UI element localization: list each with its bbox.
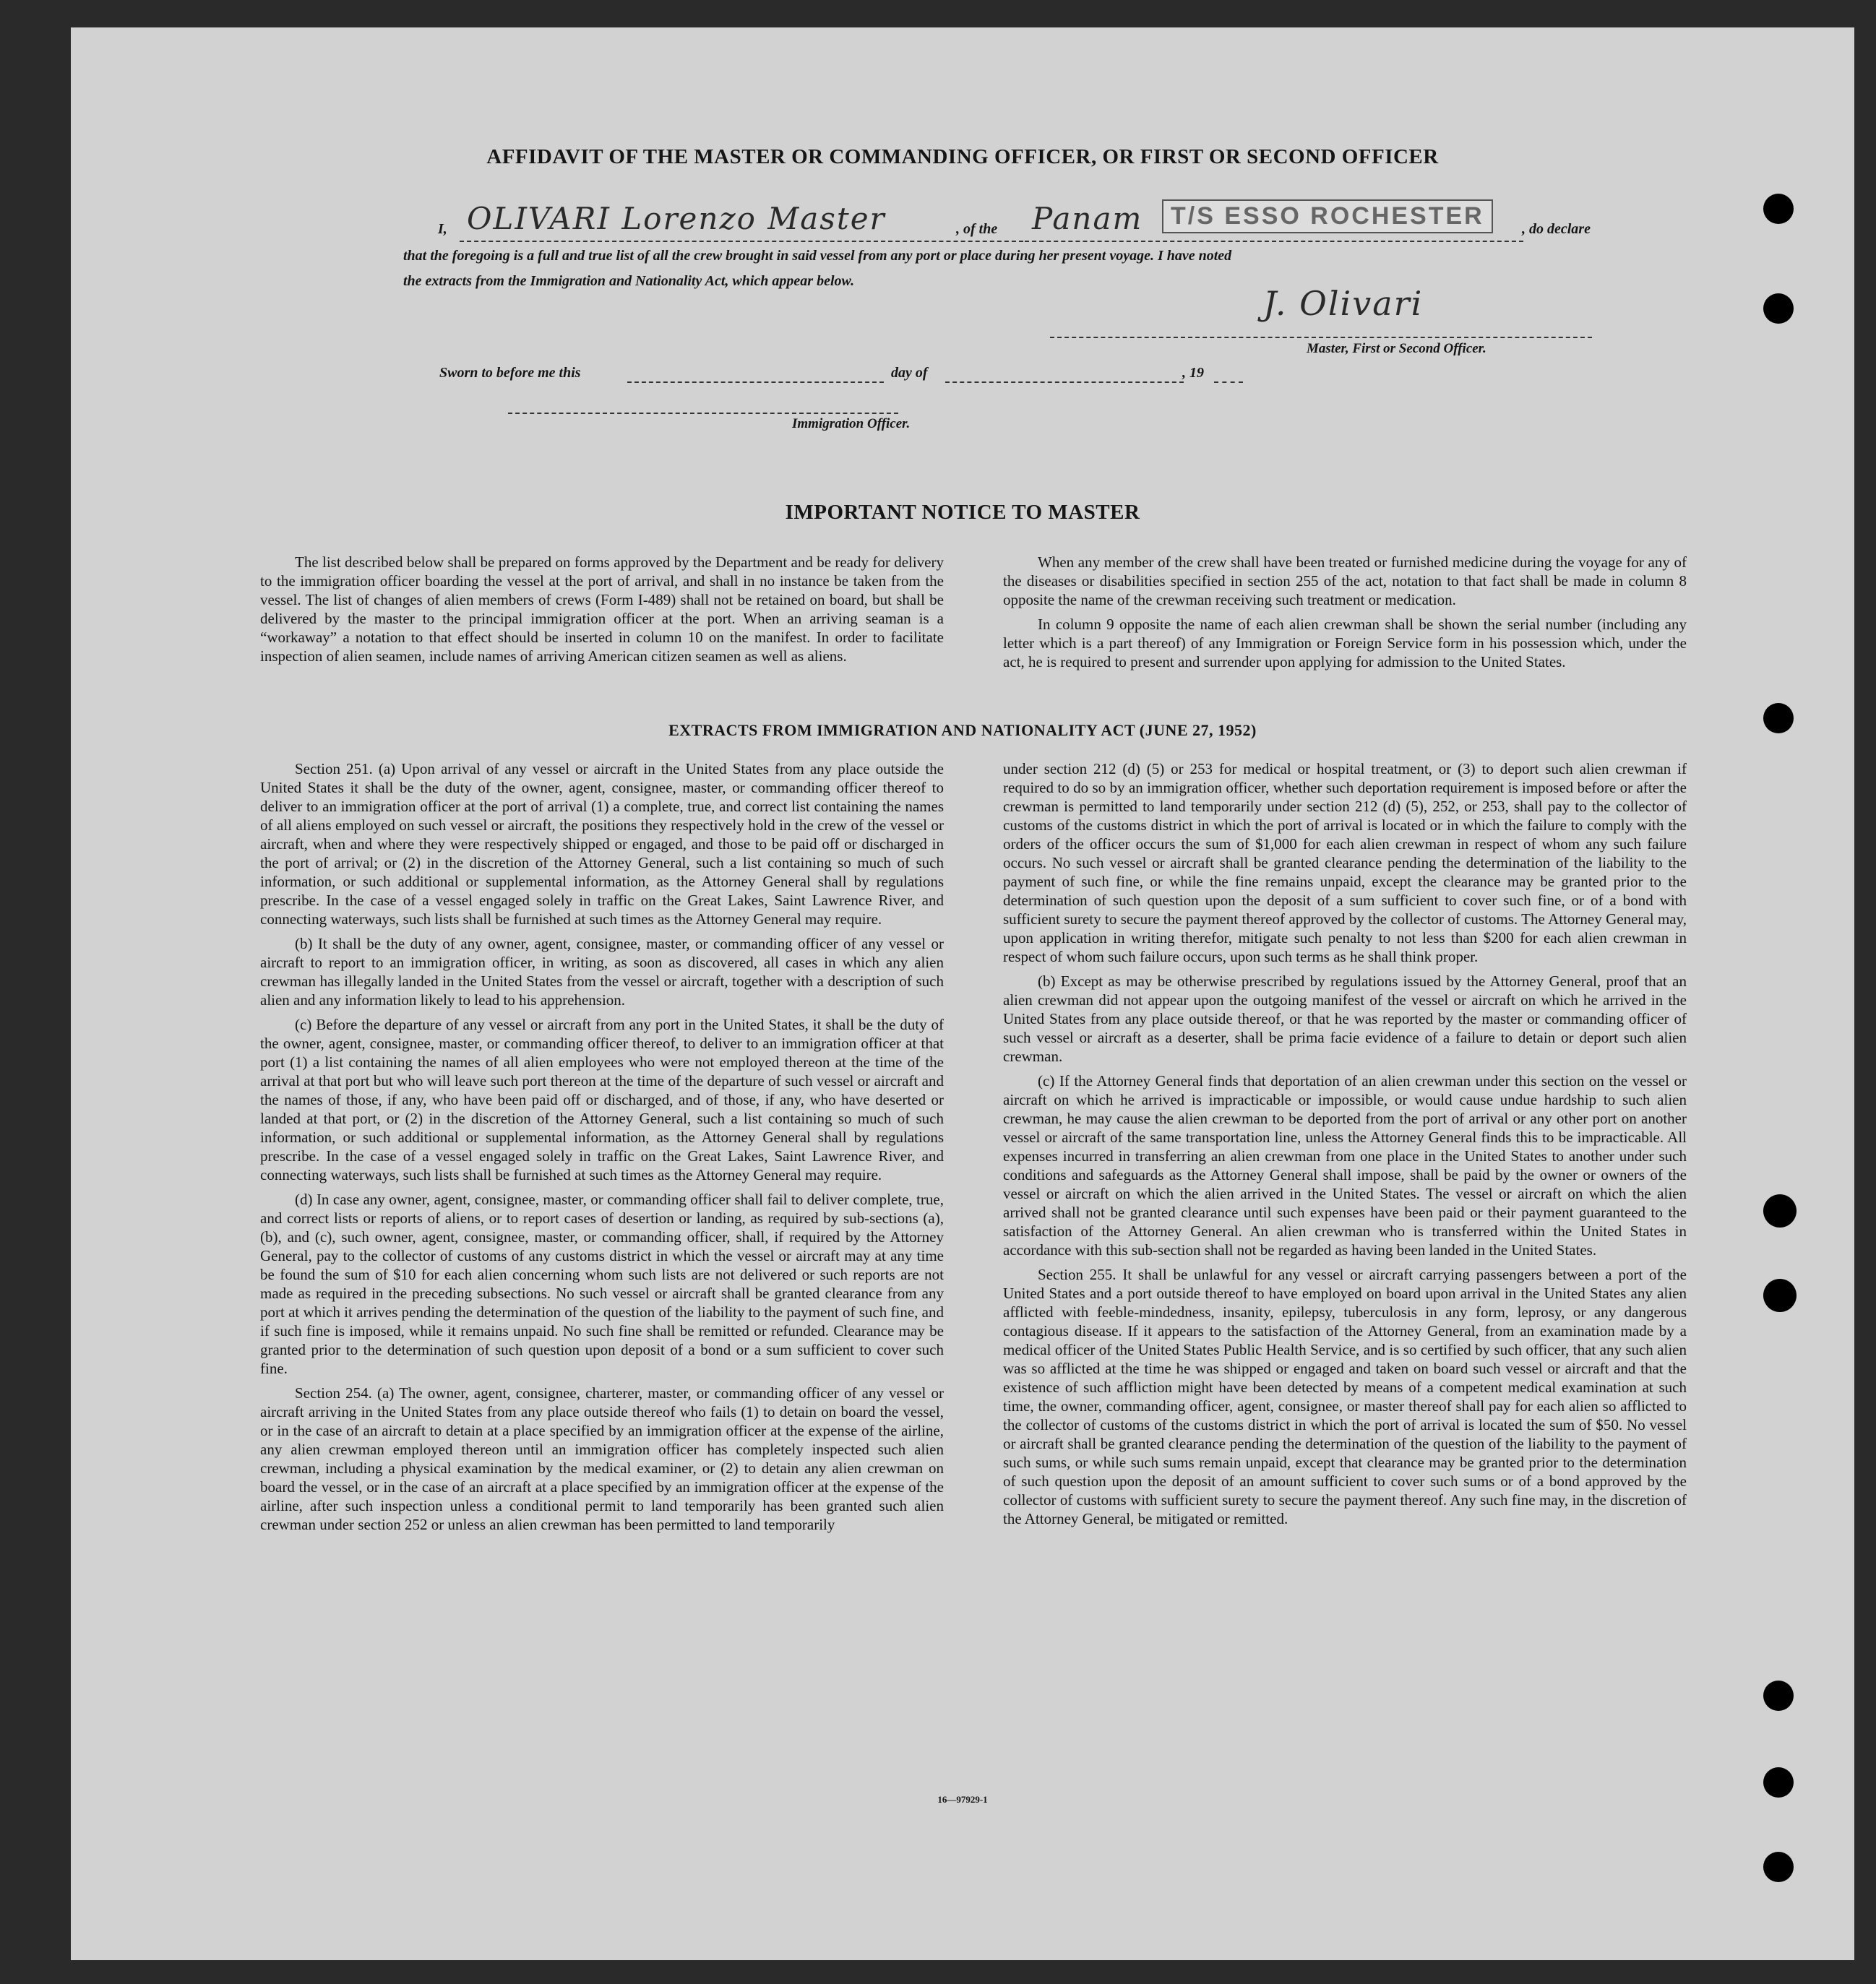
section-254-b: (b) Except as may be otherwise prescribed by regulations issued by the Attorney General, proof that an alien crewman did not appear upon the outgoing manifest of the vessel or aircraft on which he arrived in the United States from any place outside thereof, or that he was reported by the master or commanding officer of such vessel or aircraft as a deserter, shall be prima facie evidence of a failure to detain or deport such alien crewman. <box>1003 972 1687 1065</box>
section-254-a-continued: under section 212 (d) (5) or 253 for medical or hospital treatment, or (3) to deport such alien crewman if required to do so by an immigration officer, whether such deportation requirement is imposed before or after the crewman is permitted to land temporarily under section 212 (d) (5), 252, or 253, shall pay to the collector of customs of the customs district in which the port of arrival is located or in which the failure to comply with the orders of the officer occurs the sum of $1,000 for each alien crewman in respect of whom any such failure occurs. No such vessel or aircraft shall be granted clearance pending the determination of the liability to the payment of such fine, or while the fine remains unpaid, except the clearance may be granted prior to the determination of such question upon the deposit of a sum sufficient to cover such fine, or of a bond with sufficient surety to secure the payment thereof approved by the collector of customs. The Attorney General may, upon application in writing therefor, mitigate such penalty to not less than $200 for each alien crewman in respect of whom such failure occurs, upon such terms as he shall think proper. <box>1003 760 1687 965</box>
affidavit-of-the: , of the <box>956 221 998 237</box>
year-line <box>1214 381 1243 383</box>
affidavit-i: I, <box>438 221 447 237</box>
signature-handwritten: J. Olivari <box>1263 284 1424 323</box>
vessel-name-stamp: T/S ESSO ROCHESTER <box>1162 199 1493 233</box>
punch-hole <box>1763 1681 1794 1711</box>
notice-right-column <box>1003 553 1687 677</box>
affidavit-line-2: that the foregoing is a full and true list of all the crew brought in said vessel from any port or place during her present voyage. I have noted <box>403 248 1232 264</box>
extracts-left-column <box>260 759 944 1540</box>
punch-hole <box>1763 1852 1794 1882</box>
month-line <box>945 381 1184 383</box>
punch-hole <box>1763 1194 1797 1228</box>
punch-hole <box>1763 703 1794 733</box>
punch-hole <box>1763 293 1794 324</box>
notice-right-paragraph-1: When any member of the crew shall have been treated or furnished medicine during the voyage for any of the diseases or disabilities specified in section 255 of the act, notation to that fact shall be made in column 8 opposite the name of the crewman receiving such treatment or medication. <box>1003 553 1687 608</box>
master-name-handwritten: OLIVARI Lorenzo Master <box>467 201 886 236</box>
punch-hole <box>1763 1279 1797 1312</box>
vessel-handwritten: Panam <box>1032 201 1143 236</box>
year-prefix: , 19 <box>1182 365 1204 381</box>
vessel-line <box>1025 241 1523 242</box>
affidavit-do-declare: , do declare <box>1522 221 1591 237</box>
notice-left-column <box>260 553 944 671</box>
sworn-label: Sworn to before me this <box>439 365 581 381</box>
extracts-title: EXTRACTS FROM IMMIGRATION AND NATIONALITY ACT (JUNE 27, 1952) <box>668 721 1257 739</box>
section-251-a: Section 251. (a) Upon arrival of any vessel or aircraft in the United States from any place outside the United States it shall be the duty of the owner, agent, consignee, master, or commanding officer thereof to deliver to an immigration officer at the port of arrival (1) a complete, true, and correct list containing the names of all aliens employed on such vessel or aircraft, the positions they respectively hold in the crew of the vessel or aircraft, when and where they were respectively shipped or engaged, and those to be paid off or discharged in the port of arrival; or (2) in the discretion of the Attorney General, such a list containing so much of such information, or such additional or supplemental information, as the Attorney General shall by regulations prescribe. In the case of a vessel engaged solely in traffic on the Great Lakes, Saint Lawrence River, and connecting waterways, such lists shall be furnished at such times as the Attorney General may require. <box>260 760 944 928</box>
officer-line <box>508 413 898 414</box>
punch-hole <box>1763 1767 1794 1798</box>
form-code: 16—97929-1 <box>937 1794 988 1805</box>
section-254-a: Section 254. (a) The owner, agent, consignee, charterer, master, or commanding officer of any vessel or aircraft arriving in the United States from any place outside thereof who fails (1) to detain on board the vessel, or in the case of an aircraft to detain at a place specified by an immigration officer at the expense of the airline, any alien crewman employed thereon until an immigration officer has completely inspected such alien crewman, including a physical examination by the medical examiner, or (2) to detain any alien crewman on board the vessel, or in the case of an aircraft at a place specified by an immigration officer at the expense of the airline, after such inspection unless a conditional permit to land temporarily has been granted such alien crewman under section 252 or unless an alien crewman has been permitted to land temporarily <box>260 1384 944 1533</box>
notice-right-paragraph-2: In column 9 opposite the name of each alien crewman shall be shown the serial number (including any letter which is a part thereof) of any Immigration or Foreign Service form in his possession which, under the act, he is required to present and surrender upon applying for admission to the United States. <box>1003 616 1687 670</box>
section-254-c: (c) If the Attorney General finds that deportation of an alien crewman under this section on the vessel or aircraft on which he arrived is impracticable or impossible, or would cause undue hardship to such alien crewman, he may cause the alien crewman to be deported from the port of arrival or any other port on another vessel or aircraft of the same transportation line, unless the Attorney General finds this to be impracticable. All expenses incurred in transferring an alien crewman from one place in the United States to another under such conditions and safeguards as the Attorney General shall impose, shall be paid by the owner or owners of the vessel or aircraft on which the alien arrived in the United States. The vessel or aircraft on which the alien arrived shall not be granted clearance until such expenses have been paid or their payment guaranteed to the satisfaction of the Attorney General. An alien crewman who is transferred within the United States in accordance with this sub-section shall not be regarded as having been landed in the United States. <box>1003 1072 1687 1259</box>
punch-hole <box>1763 194 1794 224</box>
document-page <box>71 27 1854 1960</box>
affidavit-title: AFFIDAVIT OF THE MASTER OR COMMANDING OFFICER, OR FIRST OR SECOND OFFICER <box>486 145 1439 168</box>
section-251-d: (d) In case any owner, agent, consignee, master, or commanding officer shall fail to deliver complete, true, and correct lists or reports of aliens, or to report cases of desertion or landing, as required by sub-sections (a), (b), and (c), such owner, agent, consignee, master, or commanding officer, shall, if required by the Attorney General, pay to the collector of customs of any customs district in which the vessel or aircraft may at any time be found the sum of $10 for each alien concerning whom such lists are not delivered or such reports are not made as required in the preceding subsections. No such vessel or aircraft shall be granted clearance from any port at which it arrives pending the determination of the question of the liability to the payment of such fine, and if such fine is imposed, while it remains unpaid. No such fine shall be remitted or refunded. Clearance may be granted prior to the determination of such question upon deposit of a bond or a sum sufficient to cover such fine. <box>260 1191 944 1377</box>
day-of-label: day of <box>891 365 928 381</box>
master-name-line <box>460 241 1023 242</box>
signature-caption: Master, First or Second Officer. <box>1307 341 1486 356</box>
sworn-day-line <box>627 381 884 383</box>
signature-line <box>1050 337 1592 338</box>
officer-caption: Immigration Officer. <box>792 416 911 431</box>
extracts-right-column <box>1003 759 1687 1534</box>
section-251-b: (b) It shall be the duty of any owner, agent, consignee, master, or commanding officer of any vessel or aircraft to report to an immigration officer, in writing, as soon as discovered, all cases in which any alien crewman has illegally landed in the United States from the vessel or aircraft, together with a description of such alien and any information likely to lead to his apprehension. <box>260 935 944 1009</box>
section-255: Section 255. It shall be unlawful for any vessel or aircraft carrying passengers between a port of the United States and a port outside thereof to have employed on board upon arrival in the United States any alien afflicted with feeble-mindedness, insanity, epilepsy, tuberculosis in any form, leprosy, or any dangerous contagious disease. If it appears to the satisfaction of the Attorney General, from an examination made by a medical officer of the United States Public Health Service, and is so certified by such officer, that any such alien was so afflicted at the time he was shipped or engaged and taken on board such vessel or aircraft and that the existence of such affliction might have been detected by means of a competent medical examination at such time, the owner, commanding officer, agent, consignee, or master thereof shall pay for each alien so afflicted to the collector of customs of the customs district in which the port of arrival is located the sum of $50. No vessel or aircraft shall be granted clearance pending the determination of the question of the liability to the payment of such sums, or while such sums remain unpaid, except that clearance may be granted prior to the determination of such question upon the deposit of an amount sufficient to cover such sums or of a bond approved by the collector of customs with sufficient surety to secure the payment thereof. Any such fine may, in the discretion of the Attorney General, be mitigated or remitted. <box>1003 1266 1687 1527</box>
section-251-c: (c) Before the departure of any vessel or aircraft from any port in the United States, it shall be the duty of the owner, agent, consignee, master, or commanding officer thereof, to deliver to an immigration officer at that port (1) a list containing the names of all alien employees who were not employed thereon at the time of the arrival at that port but who will leave such port thereon at the time of the departure of such vessel or aircraft and the names of those, if any, who have been paid off or discharged, and of those, if any, who have deserted or landed at that port, or (2) in the discretion of the Attorney General, such a list containing so much of such information, or such additional or supplemental information, as the Attorney General shall by regulations prescribe. In the case of a vessel engaged solely in traffic on the Great Lakes, Saint Lawrence River, and connecting waterways, such lists shall be furnished at such times as the Attorney General may require. <box>260 1016 944 1183</box>
affidavit-line-3: the extracts from the Immigration and Nationality Act, which appear below. <box>403 273 855 289</box>
notice-left-paragraph: The list described below shall be prepared on forms approved by the Department and be ready for delivery to the immigration officer boarding the vessel at the port of arrival, and shall in no instance be taken from the vessel. The list of changes of alien members of crews (Form I-489) shall not be retained on board, but shall be delivered by the master to the principal immigration officer at the port. When an arriving seaman is a “workaway” a notation to that effect should be inserted in column 10 on the manifest. In order to facilitate inspection of alien seamen, include names of arriving American citizen seamen as well as aliens. <box>260 553 944 665</box>
notice-title: IMPORTANT NOTICE TO MASTER <box>785 501 1140 524</box>
